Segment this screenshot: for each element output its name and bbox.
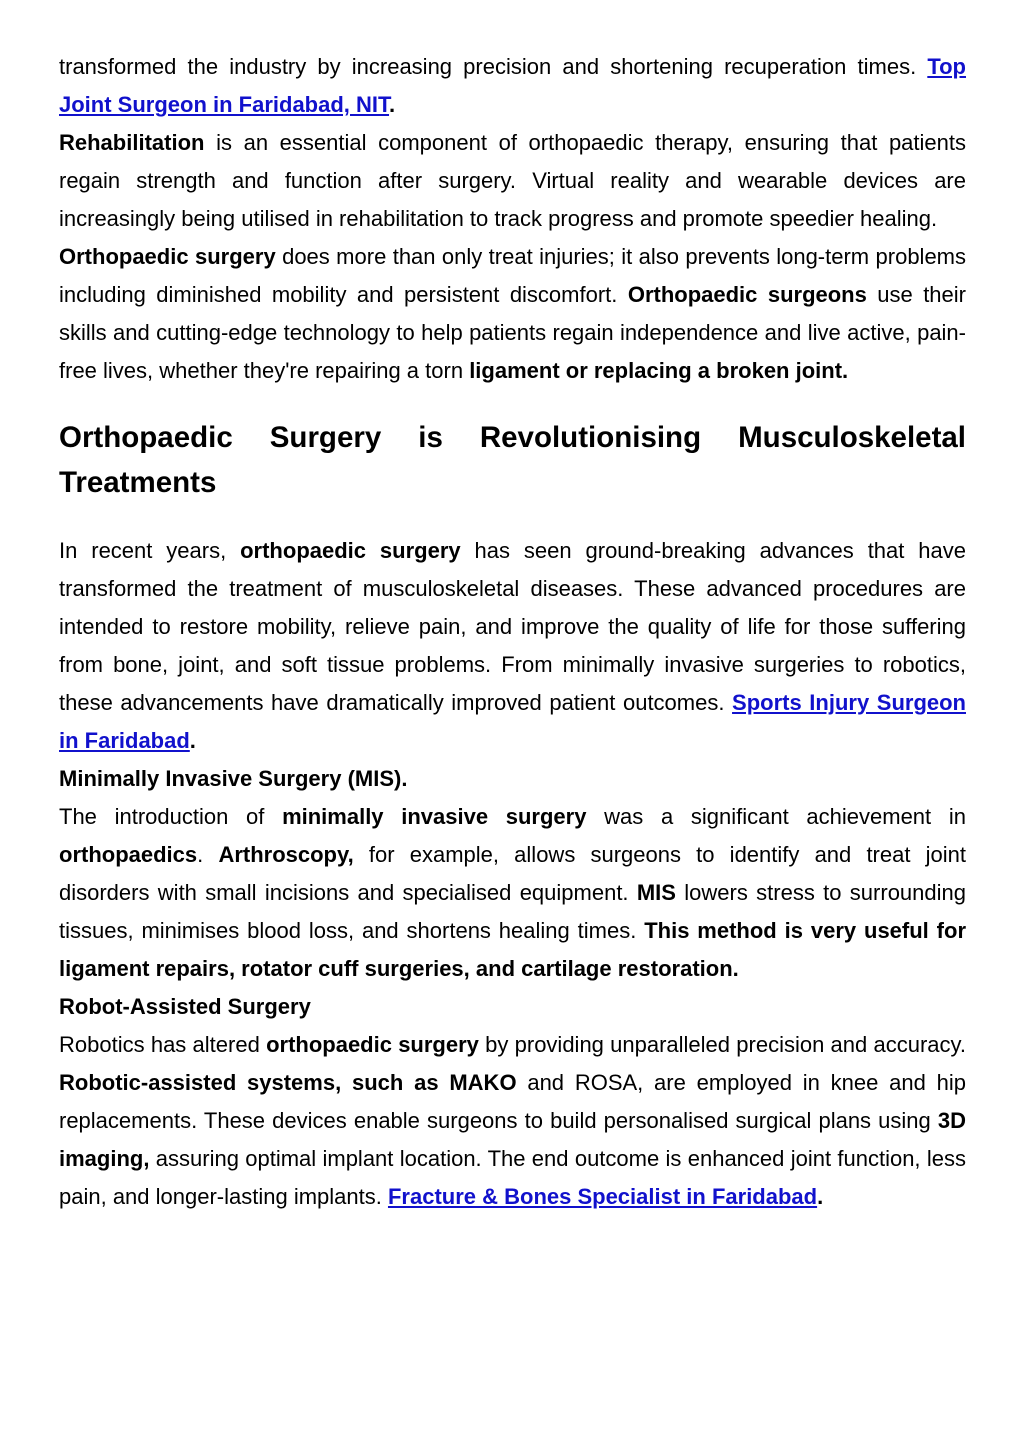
- fracture-bones-specialist-link[interactable]: Fracture & Bones Specialist in Faridabad: [387, 1184, 818, 1209]
- paragraph-intro: [59, 48, 966, 124]
- paragraph-text: is an essential component of orthopaedic therapy, ensuring that patients regain strength and function after surgery. Virtual reality and wearable devices are increasingly being utilised in rehabilitation to track progress and promote speedier healing.: [59, 130, 966, 231]
- bold-term: MIS: [636, 880, 676, 905]
- bold-term: minimally invasive surgery: [282, 804, 587, 829]
- paragraph-text: does more than only treat injuries; it also prevents long-term problems including diminished mobility and persistent discomfort.: [59, 244, 967, 307]
- bold-term: orthopaedic surgery: [240, 538, 461, 563]
- paragraph-text: .: [817, 1184, 824, 1209]
- paragraph-text: lowers stress to surrounding tissues, minimises blood loss, and shortens healing times.: [59, 880, 966, 943]
- paragraph-text: and ROSA, are employed in knee and hip replacements. These devices enable surgeons to build personalised surgical plans using: [59, 1070, 966, 1133]
- bold-term: Rehabilitation: [59, 130, 205, 155]
- bold-term: This method is very useful for ligament repairs, rotator cuff surgeries, and cartilage restoration.: [59, 918, 967, 981]
- paragraph-recent-years: [59, 532, 966, 760]
- sports-injury-surgeon-link[interactable]: Sports Injury Surgeon in Faridabad: [59, 690, 966, 753]
- paragraph-text: for example, allows surgeons to identify and treat joint disorders with small incisions and specialised equipment.: [59, 842, 966, 905]
- paragraph-text: .: [389, 92, 396, 117]
- paragraph-text: by providing unparalleled precision and accuracy.: [478, 1032, 967, 1057]
- paragraph-orthopaedic-surgery: [59, 238, 966, 390]
- bold-term: ligament or replacing a broken joint.: [469, 358, 849, 383]
- bold-term: orthopaedics: [59, 842, 198, 867]
- top-joint-surgeon-link[interactable]: Top Joint Surgeon in Faridabad, NIT: [59, 54, 966, 117]
- bold-term: orthopaedic surgery: [266, 1032, 479, 1057]
- subheading-mis: Minimally Invasive Surgery (MIS).: [59, 766, 408, 791]
- subheading-robot: Robot-Assisted Surgery: [59, 994, 311, 1019]
- paragraph-text: The introduction of: [59, 804, 283, 829]
- paragraph-text: transformed the industry by increasing precision and shortening recuperation times.: [59, 54, 928, 79]
- paragraph-text: .: [189, 728, 196, 753]
- section-heading-wrap: [59, 415, 966, 505]
- bold-term: Robotic-assisted systems, such as MAKO: [59, 1070, 517, 1095]
- paragraph-rehabilitation: [59, 124, 966, 238]
- paragraph-text: In recent years,: [59, 538, 241, 563]
- bold-term: Orthopaedic surgeons: [627, 282, 867, 307]
- paragraph-text: use their skills and cutting-edge technology to help patients regain independence and live active, pain-free lives, whether they're repairing a torn: [59, 282, 966, 383]
- paragraph-text: assuring optimal implant location. The end outcome is enhanced joint function, less pain, and longer-lasting implants.: [59, 1146, 966, 1209]
- bold-term: Orthopaedic surgery: [59, 244, 276, 269]
- paragraph-text: .: [197, 842, 219, 867]
- paragraph-text: has seen ground-breaking advances that have transformed the treatment of musculoskeletal diseases. These advanced procedures are intended to restore mobility, relieve pain, and improve the quality of life for those suffering from bone, joint, and soft tissue problems. From minimally invasive surgeries to robotics, these advancements have dramatically improved patient outcomes.: [59, 538, 966, 715]
- paragraph-mis: [59, 798, 966, 988]
- section-heading: Orthopaedic Surgery is Revolutionising Musculoskeletal Treatments: [59, 421, 966, 499]
- document-page: [59, 48, 966, 1216]
- paragraph-text: Robotics has altered: [59, 1032, 267, 1057]
- paragraph-robot: [59, 1026, 966, 1216]
- bold-term: 3D imaging,: [59, 1108, 966, 1171]
- bold-term: Arthroscopy,: [218, 842, 354, 867]
- paragraph-text: was a significant achievement in: [586, 804, 966, 829]
